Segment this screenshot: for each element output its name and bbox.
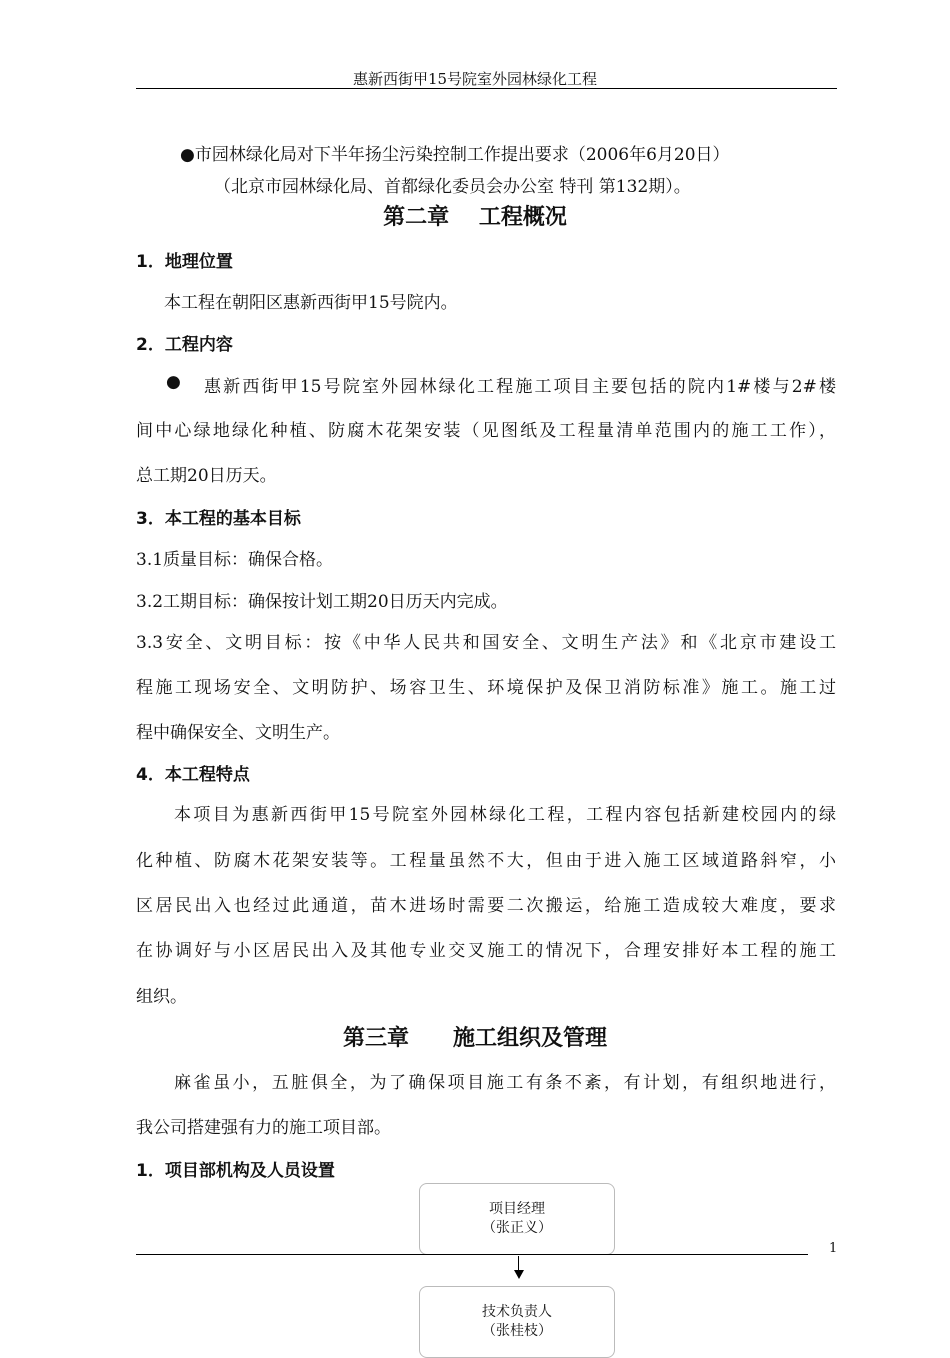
chapter3-intro-line-2: 我公司搭建强有力的施工项目部。 [136, 1118, 391, 1138]
footer-rule [136, 1254, 808, 1255]
goal-safety-line-2: 程施工现场安全、文明防护、场容卫生、环境保护及保卫消防标准》施工。施工过 [136, 678, 836, 698]
goal-quality: 3.1质量目标：确保合格。 [136, 550, 334, 570]
arrow-down-icon [514, 1270, 524, 1279]
chapter2-title: 第二章 工程概况 [383, 205, 567, 230]
section-heading-features: 4．本工程特点 [136, 765, 250, 785]
features-line-2: 化种植、防腐木花架安装等。工程量虽然不大，但由于进入施工区域道路斜窄，小 [136, 851, 836, 871]
org-box-project-manager [419, 1183, 615, 1255]
section-heading-org: 1．项目部机构及人员设置 [136, 1161, 335, 1181]
features-line-3: 区居民出入也经过此通道，苗木进场时需要二次搬运，给施工造成较大难度，要求 [136, 896, 836, 916]
goal-schedule: 3.2工期目标：确保按计划工期20日历天内完成。 [136, 592, 508, 612]
org-role: 技术负责人 [482, 1304, 552, 1320]
org-role: 项目经理 [489, 1201, 545, 1217]
chapter3-title: 第三章 施工组织及管理 [342, 1026, 607, 1051]
org-person: （张桂枝） [482, 1323, 552, 1339]
features-line-5: 组织。 [136, 987, 187, 1007]
features-line-4: 在协调好与小区居民出入及其他专业交叉施工的情况下，合理安排好本工程的施工 [136, 941, 836, 961]
features-line-1: 本项目为惠新西街甲15号院室外园林绿化工程，工程内容包括新建校园内的绿 [174, 805, 836, 825]
section-heading-content: 2．工程内容 [136, 335, 233, 355]
chapter3-intro-line-1: 麻雀虽小，五脏俱全，为了确保项目施工有条不紊，有计划，有组织地进行， [174, 1073, 836, 1093]
content-line-1: 惠新西街甲15号院室外园林绿化工程施工项目主要包括的院内1#楼与2#楼 [204, 377, 836, 397]
content-line-3: 总工期20日历天。 [136, 466, 277, 486]
bullet-icon: ● [166, 372, 181, 392]
running-header: 惠新西街甲15号院室外园林绿化工程 [352, 70, 598, 88]
goal-safety-line-3: 程中确保安全、文明生产。 [136, 723, 340, 743]
goal-safety-line-1: 3.3安全、文明目标：按《中华人民共和国安全、文明生产法》和《北京市建设工 [136, 633, 836, 653]
page-number: 1 [829, 1241, 838, 1256]
intro-bullet-text: 市园林绿化局对下半年扬尘污染控制工作提出要求（2006年6月20日） [194, 145, 730, 165]
org-connector-line [518, 1256, 519, 1270]
org-box-tech-lead [419, 1286, 615, 1358]
content-line-2: 间中心绿地绿化种植、防腐木花架安装（见图纸及工程量清单范围内的施工工作）， [136, 421, 836, 441]
location-text: 本工程在朝阳区惠新西街甲15号院内。 [164, 293, 458, 313]
org-person: （张正义） [482, 1220, 552, 1236]
bullet-icon: ● [180, 145, 195, 165]
intro-bullet-item [180, 140, 730, 165]
section-heading-goals: 3．本工程的基本目标 [136, 509, 301, 529]
header-rule [136, 88, 837, 89]
intro-source-text: （北京市园林绿化局、首都绿化委员会办公室 特刊 第132期）。 [214, 177, 691, 197]
section-heading-location: 1．地理位置 [136, 252, 233, 272]
